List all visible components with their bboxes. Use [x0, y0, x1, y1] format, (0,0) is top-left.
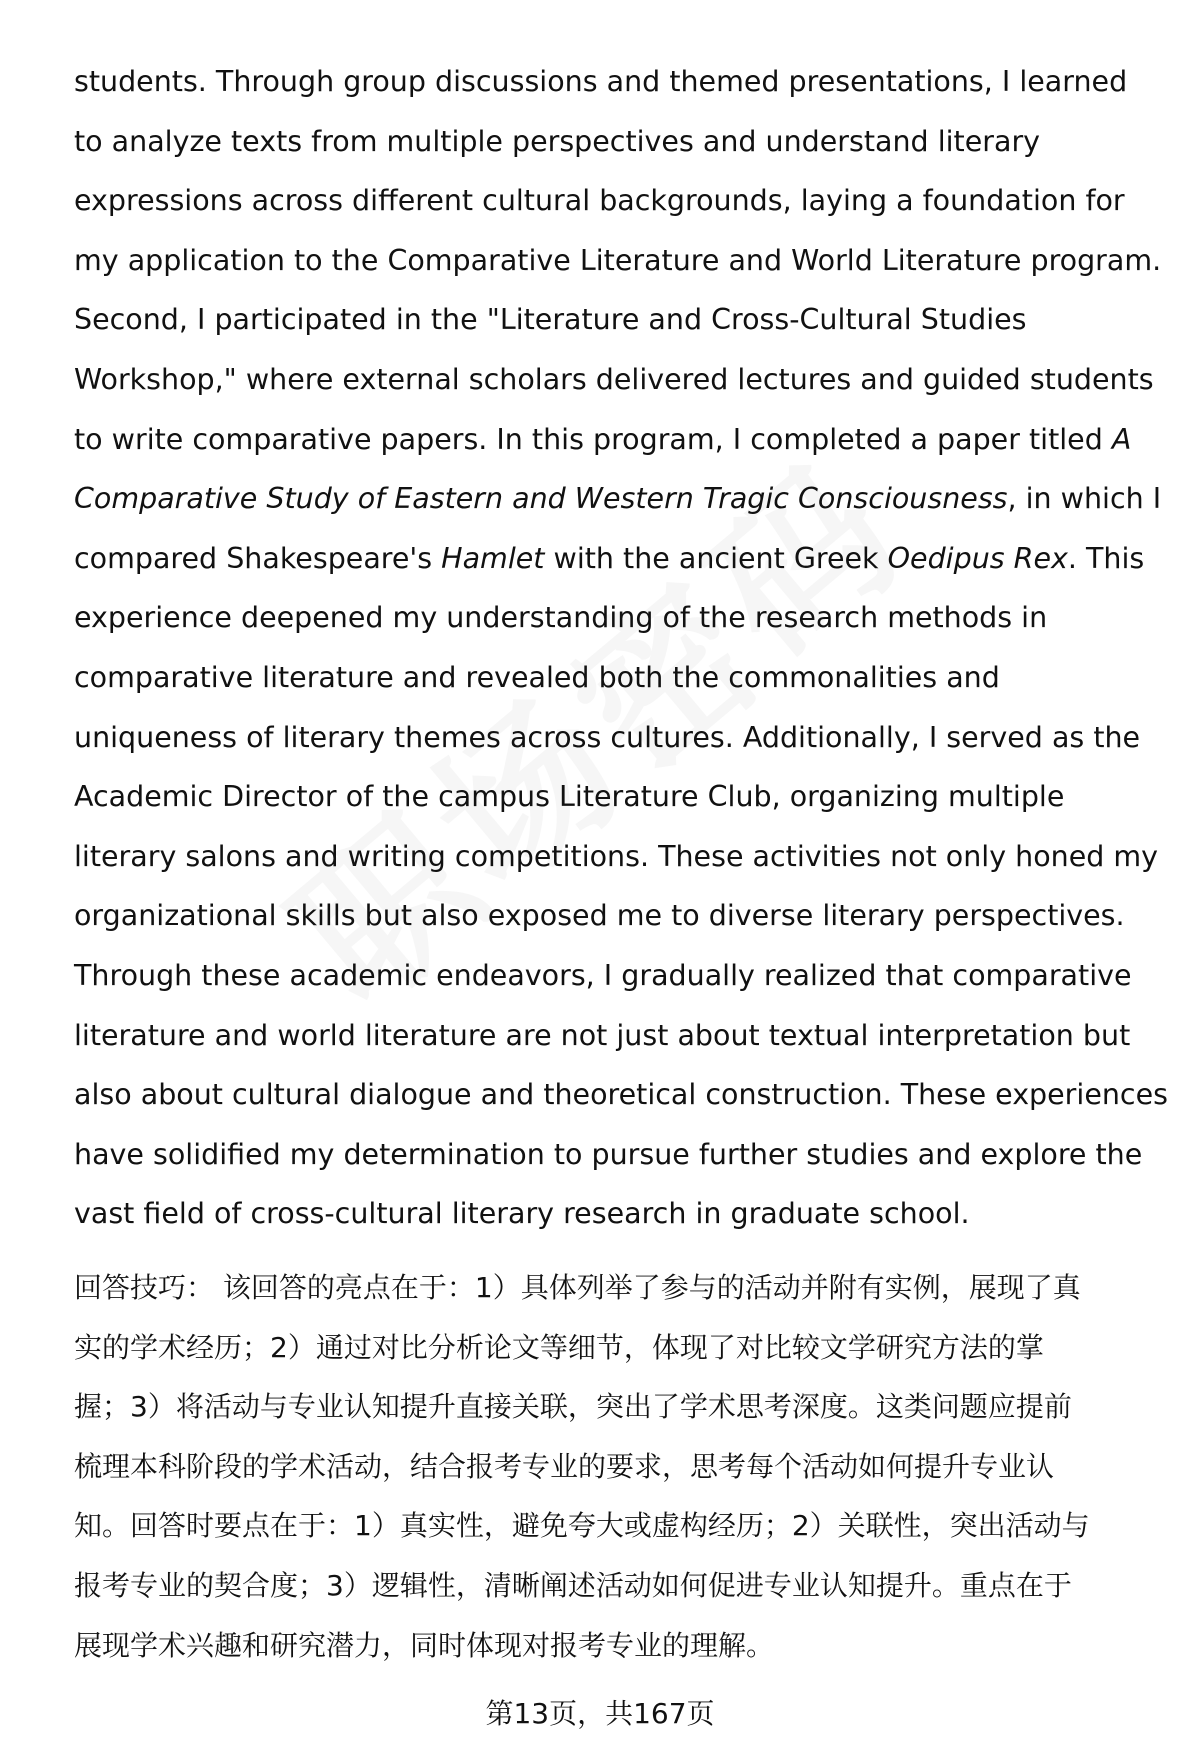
text-segment: expressions across different cultural backgrounds, laying a foundation for [74, 184, 1125, 218]
answer-tips-paragraph [74, 1258, 1164, 1675]
text-line [74, 171, 1164, 231]
italic-title-segment: Oedipus Rex [887, 541, 1068, 575]
answer-paragraph [74, 52, 1168, 1244]
text-segment: literature and world literature are not just about textual interpretation but [74, 1018, 1131, 1052]
text-line [74, 648, 1164, 708]
text-segment: . This [1067, 541, 1145, 575]
text-segment: uniqueness of literary themes across cultures. Additionally, I served as the [74, 720, 1141, 754]
text-line [74, 350, 1164, 410]
tips-line: 梳理本科阶段的学术活动，结合报考专业的要求，思考每个活动如何提升专业认 [74, 1449, 1055, 1483]
text-segment: with the ancient Greek [544, 541, 888, 575]
text-segment: , in which I [1007, 482, 1162, 516]
italic-title-segment: Comparative Study of Eastern and Western Tragic Consciousness [74, 482, 1008, 516]
text-line [74, 1184, 1164, 1244]
tips-line: 知。回答时要点在于：1）真实性，避免夸大或虚构经历；2）关联性，突出活动与 [74, 1509, 1090, 1543]
text-line [74, 1006, 1164, 1066]
text-segment: organizational skills but also exposed me to diverse literary perspectives. [74, 899, 1125, 933]
text-line [74, 410, 1164, 470]
text-segment: students. Through group discussions and themed presentations, I learned [74, 65, 1128, 98]
text-segment: have solidified my determination to pursue further studies and explore the [74, 1137, 1143, 1171]
text-segment: Through these academic endeavors, I gradually realized that comparative [74, 958, 1132, 992]
tips-line: 报考专业的契合度；3）逻辑性，清晰阐述活动如何促进专业认知提升。重点在于 [74, 1568, 1072, 1602]
text-line [74, 469, 1164, 529]
text-segment: to analyze texts from multiple perspectives and understand literary [74, 124, 1041, 158]
tips-line: 实的学术经历；2）通过对比分析论文等细节，体现了对比较文学研究方法的掌 [74, 1330, 1044, 1364]
text-segment: vast field of cross-cultural literary research in graduate school. [74, 1197, 970, 1231]
text-line [74, 112, 1164, 172]
text-segment: Workshop," where external scholars delivered lectures and guided students [74, 362, 1154, 396]
text-line [74, 290, 1164, 350]
page-number: 第13页，共167页 [485, 1697, 715, 1730]
text-line [74, 708, 1164, 768]
text-segment: Second, I participated in the "Literature and Cross-Cultural Studies [74, 303, 1027, 337]
tips-line: 握；3）将活动与专业认知提升直接关联，突出了学术思考深度。这类问题应提前 [74, 1390, 1072, 1424]
text-line [74, 886, 1164, 946]
text-line [74, 827, 1164, 887]
text-line [74, 52, 1164, 112]
text-segment: experience deepened my understanding of the research methods in [74, 601, 1048, 635]
text-segment: compared Shakespeare's [74, 541, 442, 575]
tips-line: 展现学术兴趣和研究潜力，同时体现对报考专业的理解。 [74, 1628, 775, 1662]
text-segment: literary salons and writing competitions. These activities not only honed my [74, 839, 1159, 873]
text-line [74, 588, 1164, 648]
text-line [74, 1065, 1168, 1125]
text-segment: my application to the Comparative Literature and World Literature program. [74, 243, 1162, 277]
text-line [74, 231, 1164, 291]
italic-title-segment: Hamlet [441, 541, 545, 575]
text-line [74, 1125, 1164, 1185]
italic-title-segment: A [1111, 422, 1132, 456]
text-segment: comparative literature and revealed both the commonalities and [74, 660, 1000, 694]
text-line [74, 767, 1164, 827]
text-segment: to write comparative papers. In this program, I completed a paper titled [74, 422, 1112, 456]
text-line [74, 946, 1164, 1006]
text-segment: also about cultural dialogue and theoretical construction. These experiences [74, 1078, 1168, 1112]
tips-line: 回答技巧： 该回答的亮点在于：1）具体列举了参与的活动并附有实例，展现了真 [74, 1271, 1081, 1304]
text-segment: Academic Director of the campus Literature Club, organizing multiple [74, 780, 1065, 814]
text-line [74, 529, 1164, 589]
